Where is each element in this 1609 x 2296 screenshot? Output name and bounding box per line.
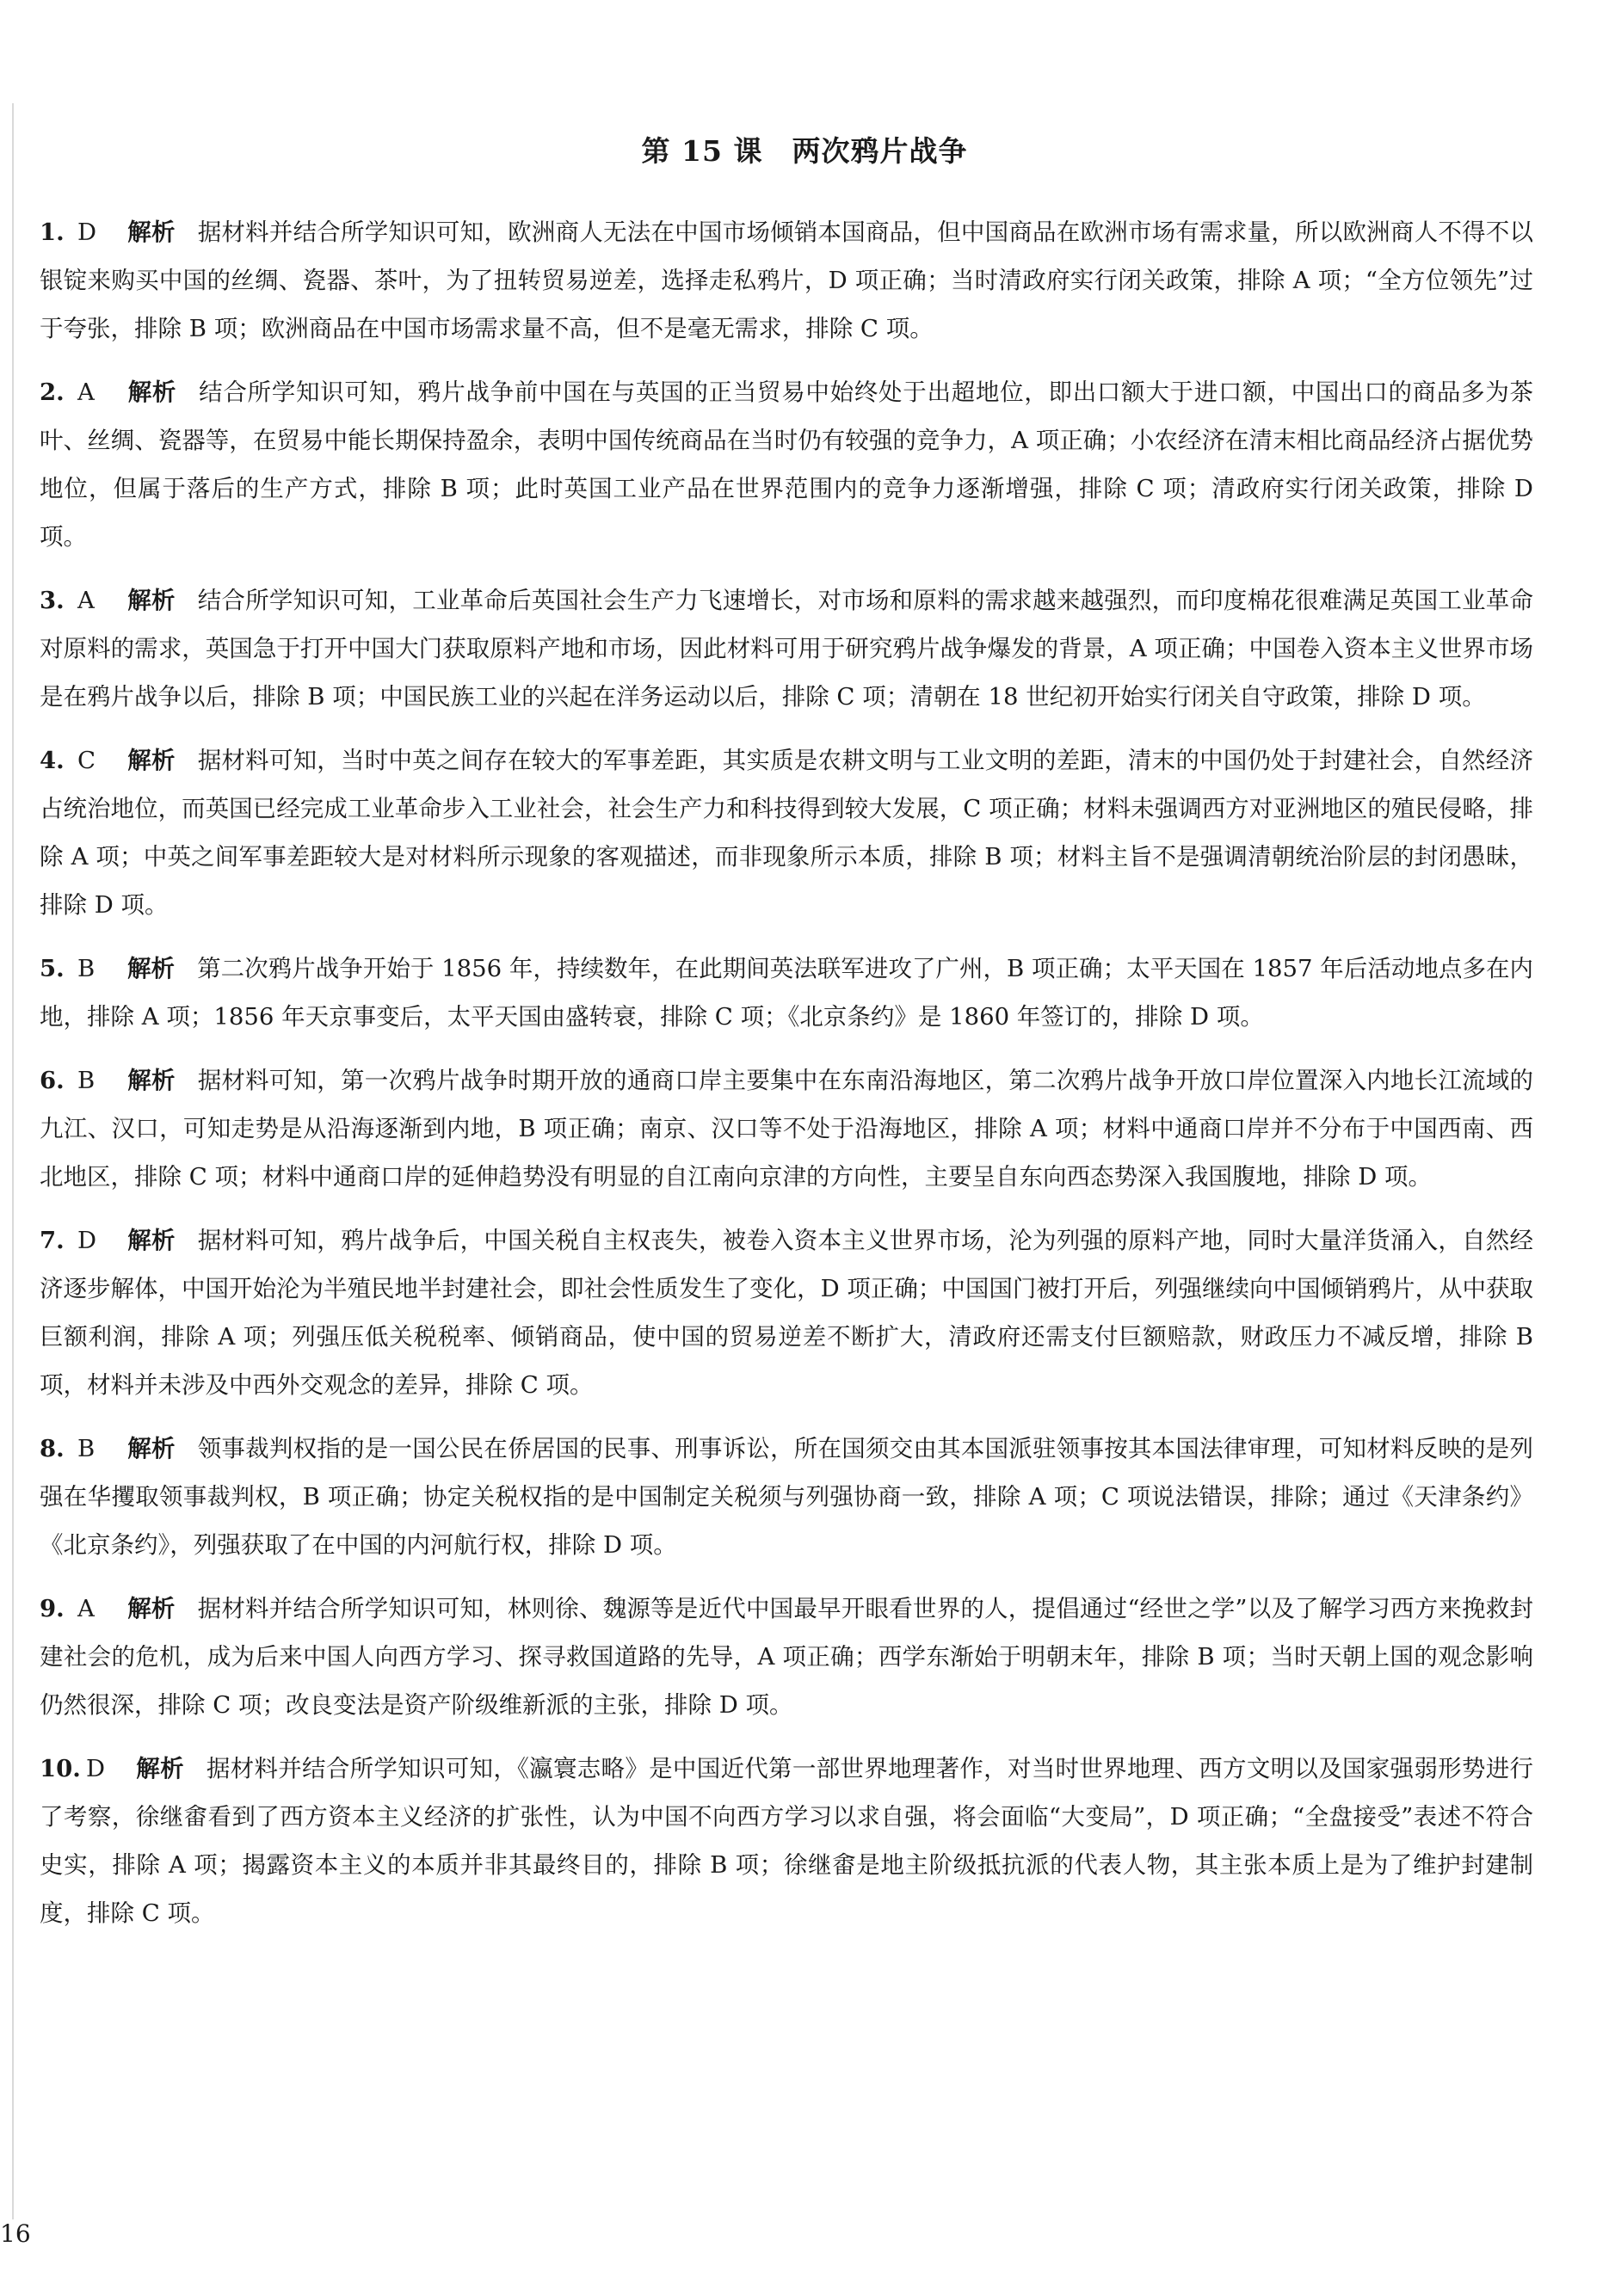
analysis-text: 结合所学知识可知，工业革命后英国社会生产力飞速增长，对市场和原料的需求越来越强烈，而印度棉花很难满足英国工业革命对原料的需求，英国急于打开中国大门获取原料产地和市场，因此材料可用于研究鸦片战争爆发的背景，A 项正确；中国卷入资本主义世界市场是在鸦片战争以后，排除 B 项；中国民族工业的兴起在洋务运动以后，排除 C 项；清朝在 18 世纪初开始实行闭关自守政策，排除 D 项。 [40, 587, 1534, 711]
answer-choice: D [77, 1227, 97, 1254]
answer-item [40, 1216, 1533, 1409]
question-number: 8. [40, 1435, 65, 1462]
page-number: 16 [0, 2219, 31, 2248]
answer-item [40, 1585, 1533, 1729]
question-number: 10. [40, 1755, 81, 1782]
analysis-label: 解析 [127, 219, 176, 246]
analysis-label: 解析 [127, 587, 176, 614]
question-number: 5. [40, 955, 65, 982]
analysis-label: 解析 [127, 1435, 176, 1462]
answer-choice: A [77, 379, 95, 406]
page-margin-line [12, 103, 14, 2219]
question-number: 4. [40, 747, 65, 774]
answer-choice: D [86, 1755, 106, 1782]
page-title: 第 15 课 两次鸦片战争 [641, 134, 968, 168]
analysis-label: 解析 [127, 1595, 176, 1622]
analysis-label: 解析 [136, 1755, 184, 1782]
answer-choice: A [77, 587, 95, 614]
analysis-label: 解析 [127, 955, 176, 982]
question-number: 2. [40, 379, 65, 406]
answer-item [40, 1745, 1533, 1937]
analysis-label: 解析 [127, 1227, 176, 1254]
analysis-text: 第二次鸦片战争开始于 1856 年，持续数年，在此期间英法联军进攻了广州，B 项正确；太平天国在 1857 年后活动地点多在内地，排除 A 项；1856 年天京事变后，太平天国由盛转衰，排除 C 项；《北京条约》是 1860 年签订的，排除 D 项。 [40, 955, 1533, 1031]
answer-choice: B [77, 1435, 96, 1462]
analysis-text: 据材料并结合所学知识可知，《瀛寰志略》是中国近代第一部世界地理著作，对当时世界地理、西方文明以及国家强弱形势进行了考察，徐继畬看到了西方资本主义经济的扩张性，认为中国不向西方学习以求自强，将会面临“大变局”，D 项正确；“全盘接受”表述不符合史实，排除 A 项；揭露资本主义的本质并非其最终目的，排除 B 项；徐继畬是地主阶级抵抗派的代表人物，其主张本质上是为了维护封建制度，排除 C 项。 [40, 1755, 1534, 1927]
question-number: 9. [40, 1595, 65, 1622]
question-number: 6. [40, 1067, 65, 1094]
answer-item [40, 1425, 1533, 1569]
analysis-text: 据材料可知，鸦片战争后，中国关税自主权丧失，被卷入资本主义世界市场，沦为列强的原料产地，同时大量洋货涌入，自然经济逐步解体，中国开始沦为半殖民地半封建社会，即社会性质发生了变化，D 项正确；中国国门被打开后，列强继续向中国倾销鸦片，从中获取巨额利润，排除 A 项；列强压低关税税率、倾销商品，使中国的贸易逆差不断扩大，清政府还需支付巨额赔款，财政压力不减反增，排除 B 项，材料并未涉及中西外交观念的差异，排除 C 项。 [40, 1227, 1534, 1399]
analysis-text: 领事裁判权指的是一国公民在侨居国的民事、刑事诉讼，所在国须交由其本国派驻领事按其本国法律审理，可知材料反映的是列强在华攫取领事裁判权，B 项正确；协定关税权指的是中国制定关税须与列强协商一致，排除 A 项；C 项说法错误，排除；通过《天津条约》《北京条约》，列强获取了在中国的内河航行权，排除 D 项。 [40, 1435, 1534, 1559]
analysis-label: 解析 [127, 747, 176, 774]
answer-item [40, 945, 1533, 1041]
analysis-text: 据材料可知，当时中英之间存在较大的军事差距，其实质是农耕文明与工业文明的差距，清末的中国仍处于封建社会，自然经济占统治地位，而英国已经完成工业革命步入工业社会，社会生产力和科技得到较大发展，C 项正确；材料未强调西方对亚洲地区的殖民侵略，排除 A 项；中英之间军事差距较大是对材料所示现象的客观描述，而非现象所示本质，排除 B 项；材料主旨不是强调清朝统治阶层的封闭愚昧，排除 D 项。 [40, 747, 1534, 919]
answer-item [40, 736, 1533, 929]
analysis-text: 据材料并结合所学知识可知，林则徐、魏源等是近代中国最早开眼看世界的人，提倡通过“经世之学”以及了解学习西方来挽救封建社会的危机，成为后来中国人向西方学习、探寻救国道路的先导，A 项正确；西学东渐始于明朝末年，排除 B 项；当时天朝上国的观念影响仍然很深，排除 C 项；改良变法是资产阶级维新派的主张，排除 D 项。 [40, 1595, 1533, 1719]
answer-item [40, 208, 1533, 353]
answer-choice: A [77, 1595, 95, 1622]
answer-choice: C [77, 747, 96, 774]
analysis-label: 解析 [127, 1067, 176, 1094]
analysis-text: 结合所学知识可知，鸦片战争前中国在与英国的正当贸易中始终处于出超地位，即出口额大于进口额，中国出口的商品多为茶叶、丝绸、瓷器等，在贸易中能长期保持盈余，表明中国传统商品在当时仍有较强的竞争力，A 项正确；小农经济在清末相比商品经济占据优势地位，但属于落后的生产方式，排除 B 项；此时英国工业产品在世界范围内的竞争力逐渐增强，排除 C 项；清政府实行闭关政策，排除 D 项。 [40, 379, 1534, 551]
answer-item [40, 368, 1533, 561]
answer-choice: B [77, 955, 96, 982]
answer-choice: B [77, 1067, 96, 1094]
analysis-label: 解析 [127, 379, 177, 406]
question-number: 7. [40, 1227, 65, 1254]
answer-item [40, 576, 1533, 721]
answer-choice: D [77, 219, 97, 246]
answer-list [40, 208, 1533, 1953]
question-number: 1. [40, 219, 65, 246]
answer-item [40, 1056, 1533, 1201]
analysis-text: 据材料可知，第一次鸦片战争时期开放的通商口岸主要集中在东南沿海地区，第二次鸦片战争开放口岸位置深入内地长江流域的九江、汉口，可知走势是从沿海逐渐到内地，B 项正确；南京、汉口等不处于沿海地区，排除 A 项；材料中通商口岸并不分布于中国西南、西北地区，排除 C 项；材料中通商口岸的延伸趋势没有明显的自江南向京津的方向性，主要呈自东向西态势深入我国腹地，排除 D 项。 [40, 1067, 1534, 1191]
analysis-text: 据材料并结合所学知识可知，欧洲商人无法在中国市场倾销本国商品，但中国商品在欧洲市场有需求量，所以欧洲商人不得不以银锭来购买中国的丝绸、瓷器、茶叶，为了扭转贸易逆差，选择走私鸦片，D 项正确；当时清政府实行闭关政策，排除 A 项；“全方位领先”过于夸张，排除 B 项；欧洲商品在中国市场需求量不高，但不是毫无需求，排除 C 项。 [40, 219, 1534, 342]
question-number: 3. [40, 587, 65, 614]
